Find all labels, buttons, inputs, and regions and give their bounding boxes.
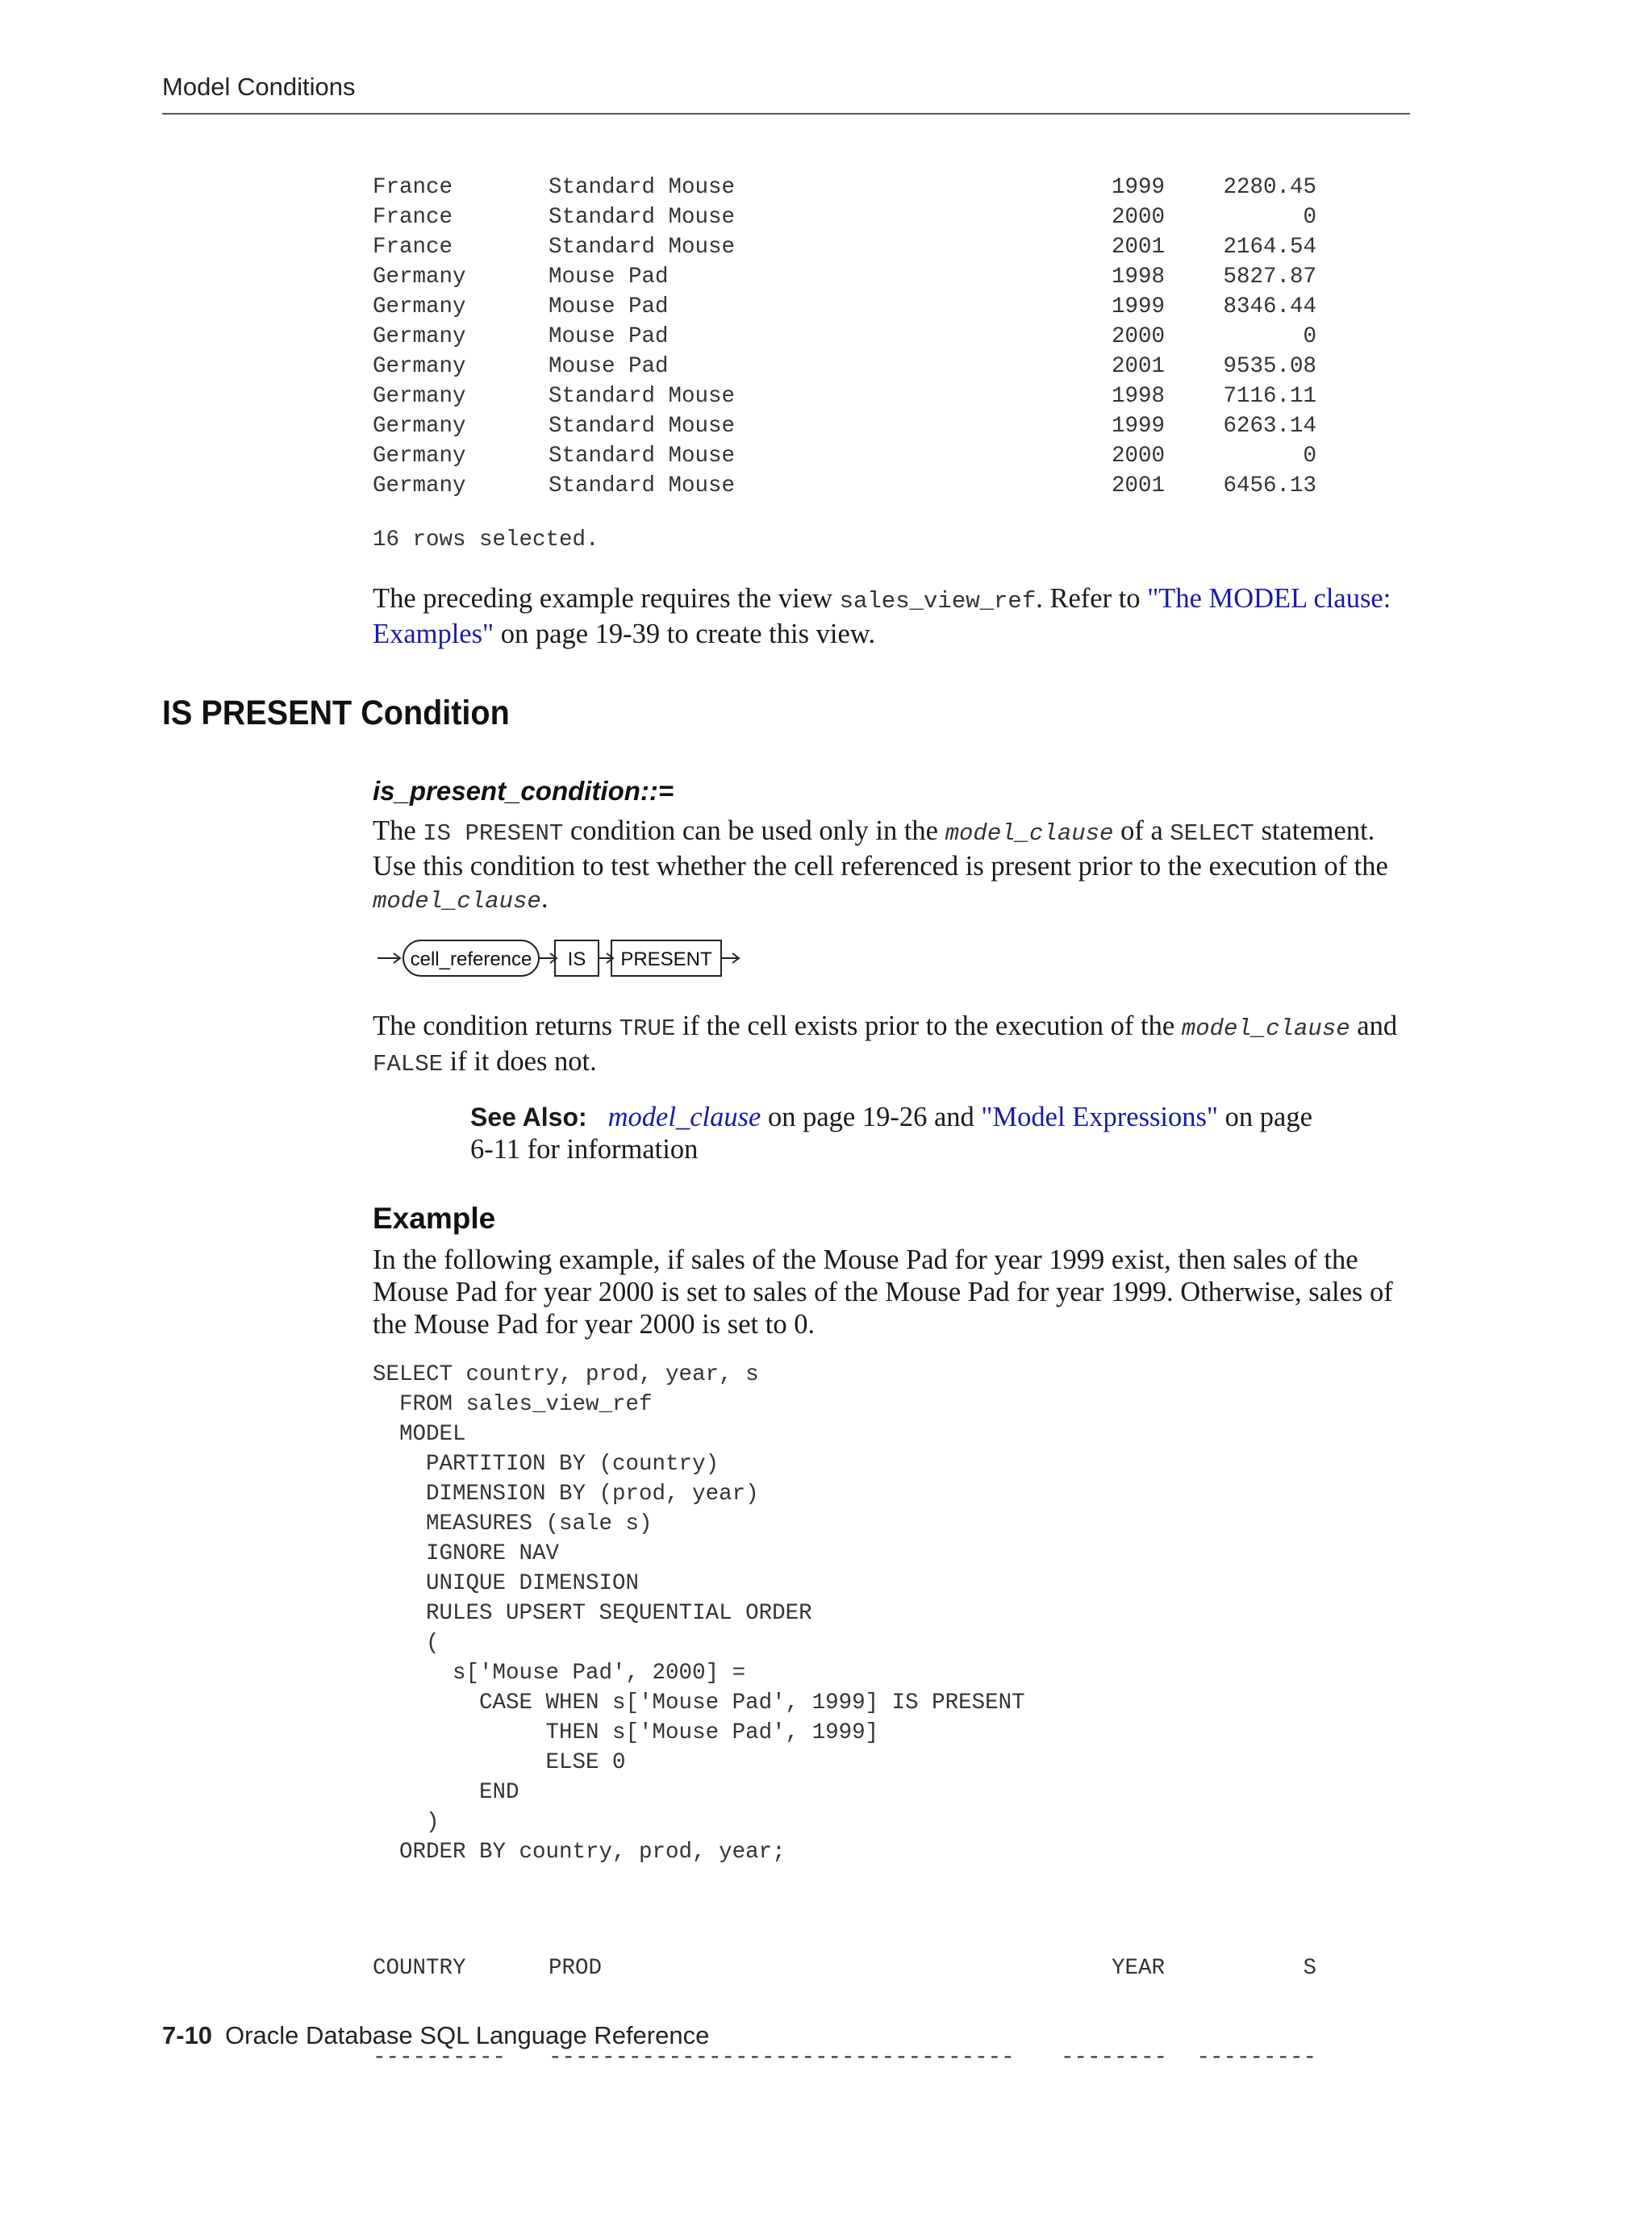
table-row xyxy=(373,202,1316,232)
example-heading: Example xyxy=(373,1202,496,1235)
code-line: ) xyxy=(373,1810,440,1835)
code-line: SELECT country, prod, year, s xyxy=(373,1362,759,1387)
query-result-rows xyxy=(373,173,1316,501)
cell-prod: Mouse Pad xyxy=(549,265,669,290)
table-row xyxy=(373,173,1316,202)
cell-year: 1999 xyxy=(1112,414,1166,439)
cell-prod: Standard Mouse xyxy=(549,414,736,439)
cell-country: Germany xyxy=(373,324,466,349)
cell-prod: Mouse Pad xyxy=(549,294,669,319)
cell-country: Germany xyxy=(373,473,466,498)
header-divider xyxy=(162,113,1410,115)
column-dash-row: ---------- ----------------------------------- -------- --------- xyxy=(373,2045,1316,2070)
table-row xyxy=(373,292,1316,322)
cell-prod: Mouse Pad xyxy=(549,354,669,379)
cell-s: 5827.87 xyxy=(1223,265,1316,290)
cell-s: 0 xyxy=(1303,324,1316,349)
cell-year: 2000 xyxy=(1112,324,1166,349)
code-line: ( xyxy=(373,1631,440,1656)
view-name: sales_view_ref xyxy=(839,588,1037,615)
code-line: MODEL xyxy=(373,1422,466,1447)
cell-s: 6263.14 xyxy=(1223,414,1316,439)
diagram-is: IS xyxy=(567,948,586,970)
cell-country: Germany xyxy=(373,294,466,319)
cell-prod: Mouse Pad xyxy=(549,324,669,349)
description-paragraph: The IS PRESENT condition can be used only in the model_clause of a SELECT statement. Use this condition to test whether the cell referenced is present prior to the execution of the model_clause. xyxy=(373,815,1388,915)
cell-prod: Standard Mouse xyxy=(549,235,736,260)
cell-country: France xyxy=(373,175,453,200)
cell-year: 2001 xyxy=(1112,235,1166,260)
cell-country: France xyxy=(373,205,453,230)
cell-country: Germany xyxy=(373,354,466,379)
cell-s: 9535.08 xyxy=(1223,354,1316,379)
diagram-cell-reference: cell_reference xyxy=(410,948,532,970)
table-row xyxy=(373,381,1316,411)
cell-year: 1999 xyxy=(1112,175,1166,200)
code-line: CASE WHEN s['Mouse Pad', 1999] IS PRESENT xyxy=(373,1690,1025,1715)
cell-prod: Standard Mouse xyxy=(549,473,736,498)
cell-year: 1998 xyxy=(1112,384,1166,409)
code-line: DIMENSION BY (prod, year) xyxy=(373,1482,759,1507)
cell-year: 2000 xyxy=(1112,205,1166,230)
cell-s: 0 xyxy=(1303,205,1316,230)
model-clause-examples-link[interactable]: "The MODEL clause: Examples" xyxy=(373,583,1391,649)
see-also-note: See Also: model_clause on page 19-26 and "Model Expressions" on page 6-11 for information xyxy=(470,1102,1312,1165)
cell-country: Germany xyxy=(373,414,466,439)
preceding-paragraph: The preceding example requires the view sales_view_ref. Refer to "The MODEL clause: Examples" on page 19-39 to create this view. xyxy=(373,583,1391,649)
table-row xyxy=(373,352,1316,381)
code-line: ORDER BY country, prod, year; xyxy=(373,1840,786,1865)
section-heading: IS PRESENT Condition xyxy=(162,694,510,732)
cell-country: Germany xyxy=(373,265,466,290)
cell-country: Germany xyxy=(373,384,466,409)
code-line: IGNORE NAV xyxy=(373,1541,560,1566)
cell-year: 2001 xyxy=(1112,354,1166,379)
table-row xyxy=(373,441,1316,471)
code-line: PARTITION BY (country) xyxy=(373,1452,720,1477)
code-line: RULES UPSERT SEQUENTIAL ORDER xyxy=(373,1601,812,1626)
cell-year: 1999 xyxy=(1112,294,1166,319)
result-column-headers xyxy=(373,1894,1316,2103)
page-footer xyxy=(162,2021,709,2050)
table-row xyxy=(373,262,1316,292)
see-also-label: See Also: xyxy=(470,1103,587,1132)
cell-country: France xyxy=(373,235,453,260)
cell-s: 2280.45 xyxy=(1223,175,1316,200)
code-line: ELSE 0 xyxy=(373,1750,626,1775)
cell-prod: Standard Mouse xyxy=(549,444,736,469)
column-header-row: COUNTRY PROD YEAR S xyxy=(373,1956,1316,1981)
model-clause-link[interactable]: model_clause xyxy=(607,1102,761,1132)
cell-prod: Standard Mouse xyxy=(549,384,736,409)
cell-country: Germany xyxy=(373,444,466,469)
page-number: 7-10 xyxy=(162,2021,213,2049)
code-line: FROM sales_view_ref xyxy=(373,1392,653,1417)
model-expressions-link[interactable]: "Model Expressions" xyxy=(981,1102,1219,1132)
syntax-diagram xyxy=(373,936,744,981)
code-line: UNIQUE DIMENSION xyxy=(373,1571,640,1596)
cell-s: 0 xyxy=(1303,444,1316,469)
code-line: MEASURES (sale s) xyxy=(373,1511,653,1536)
running-header: Model Conditions xyxy=(162,73,356,101)
code-line: s['Mouse Pad', 2000] = xyxy=(373,1661,746,1686)
cell-s: 2164.54 xyxy=(1223,235,1316,260)
table-row xyxy=(373,322,1316,352)
cell-year: 2000 xyxy=(1112,444,1166,469)
book-title: Oracle Database SQL Language Reference xyxy=(225,2021,710,2049)
cell-year: 1998 xyxy=(1112,265,1166,290)
example-paragraph: In the following example, if sales of the Mouse Pad for year 1999 exist, then sales of the Mouse Pad for year 2000 is set to sales of the Mouse Pad for year 1999. Otherwise, sales of the Mouse Pad for year 2000 is set to 0. xyxy=(373,1244,1393,1340)
table-row xyxy=(373,232,1316,262)
cell-s: 6456.13 xyxy=(1223,473,1316,498)
cell-year: 2001 xyxy=(1112,473,1166,498)
diagram-present: PRESENT xyxy=(620,948,712,970)
cell-s: 8346.44 xyxy=(1223,294,1316,319)
returns-paragraph: The condition returns TRUE if the cell exists prior to the execution of the model_clause and FALSE if it does not. xyxy=(373,1011,1398,1078)
code-line: THEN s['Mouse Pad', 1999] xyxy=(373,1720,879,1745)
table-row xyxy=(373,471,1316,501)
sql-code-block xyxy=(373,1360,1025,1867)
cell-prod: Standard Mouse xyxy=(549,175,736,200)
rows-selected-note: 16 rows selected. xyxy=(373,527,599,552)
code-line: END xyxy=(373,1780,519,1805)
cell-s: 7116.11 xyxy=(1223,384,1316,409)
cell-prod: Standard Mouse xyxy=(549,205,736,230)
syntax-title: is_present_condition::= xyxy=(373,776,674,806)
table-row xyxy=(373,411,1316,441)
